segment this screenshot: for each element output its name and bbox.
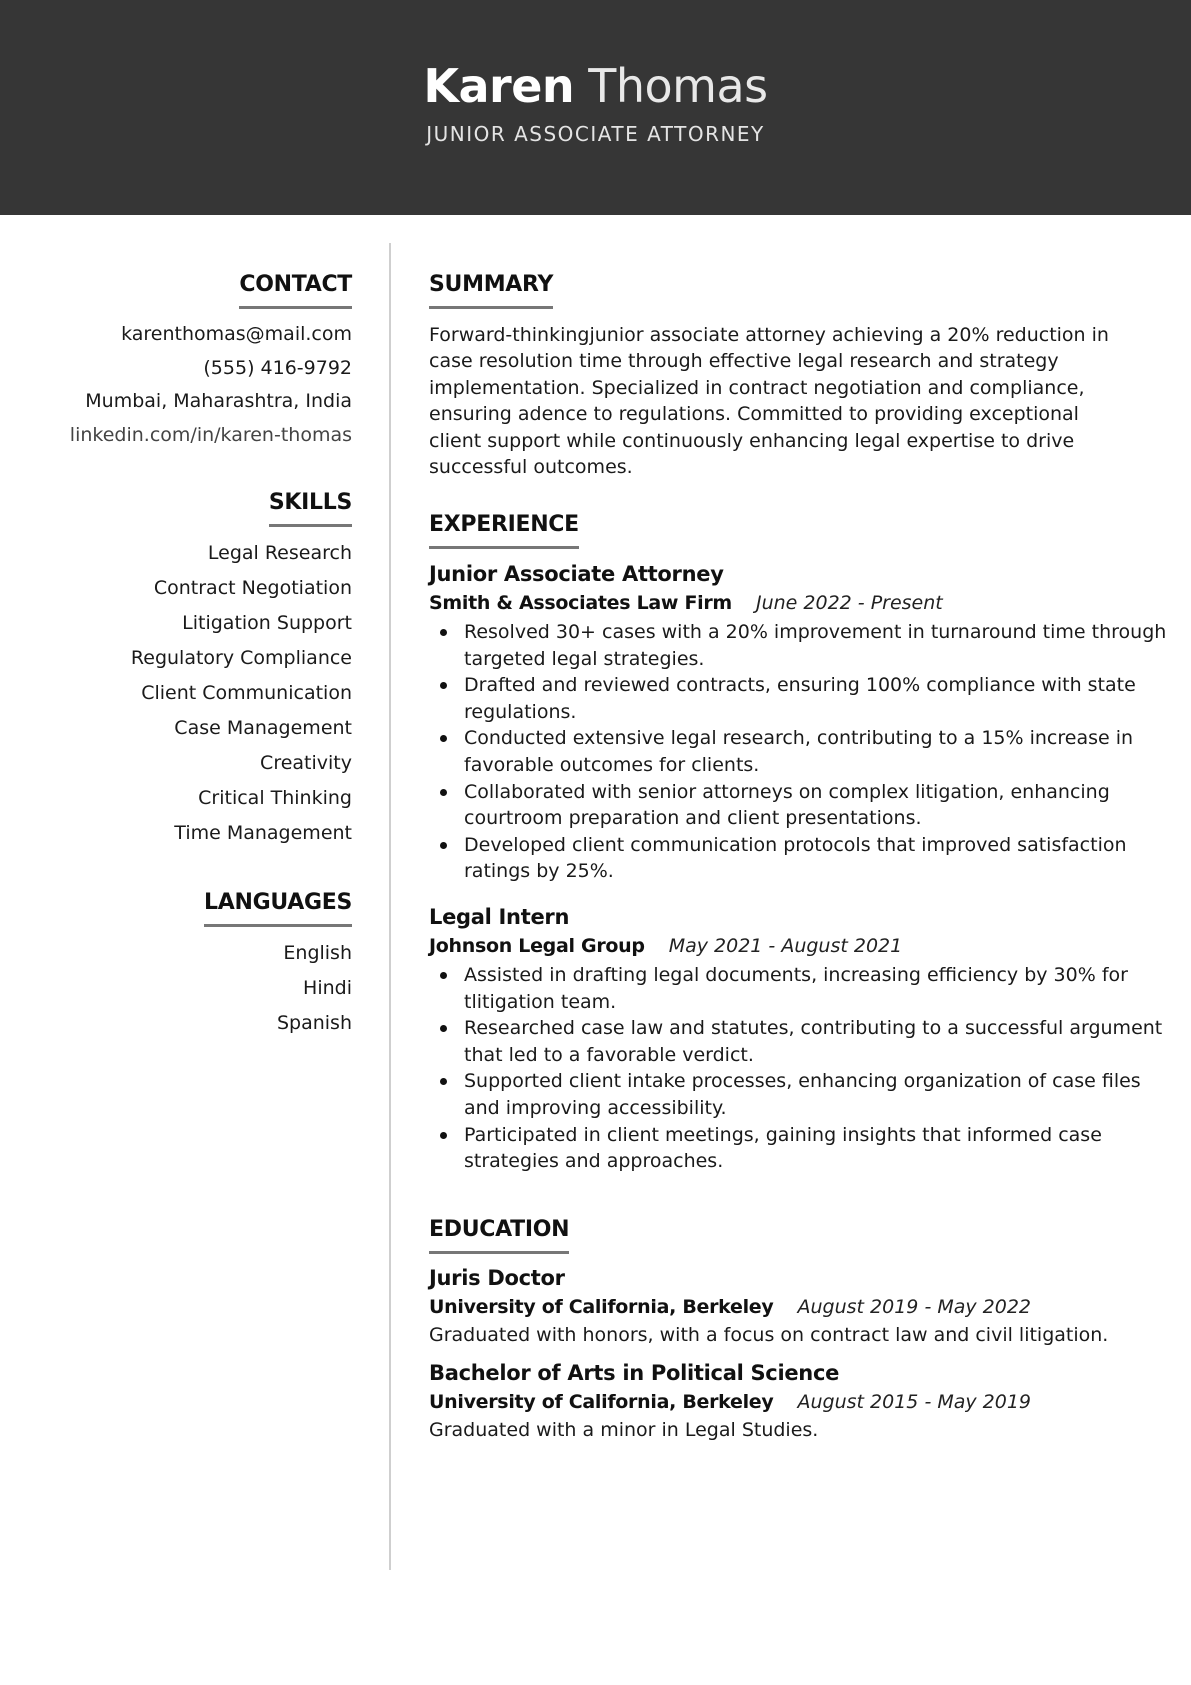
job-company-line (429, 935, 902, 957)
languages-heading: LANGUAGES (204, 888, 352, 927)
language-item: Spanish (276, 1012, 352, 1034)
bullet-item: Drafted and reviewed contracts, ensuring 100% compliance with state regulations. (464, 672, 1174, 725)
job-position: Junior Associate Attorney (429, 562, 724, 586)
bullet-item: Assisted in drafting legal documents, increasing efficiency by 30% for tlitigation team. (464, 962, 1174, 1015)
edu-description: Graduated with a minor in Legal Studies. (429, 1419, 819, 1441)
education-heading: EDUCATION (429, 1215, 569, 1254)
job-position: Legal Intern (429, 905, 570, 929)
contact-phone[interactable]: (555) 416-9792 (203, 356, 352, 379)
edu-school: University of California, Berkeley (429, 1296, 774, 1318)
edu-degree: Juris Doctor (429, 1266, 565, 1290)
skill-item: Time Management (174, 822, 352, 844)
skills-heading: SKILLS (269, 488, 352, 527)
bullet-item: Participated in client meetings, gaining insights that informed case strategies and approaches. (464, 1122, 1174, 1175)
edu-school-line (429, 1391, 1031, 1413)
bullet-item: Resolved 30+ cases with a 20% improvement in turnaround time through targeted legal strategies. (464, 619, 1174, 672)
bullet-item: Conducted extensive legal research, contributing to a 15% increase in favorable outcomes for clients. (464, 725, 1174, 778)
last-name: Thomas (588, 59, 768, 113)
candidate-name (0, 56, 1191, 116)
job-bullets (429, 619, 1174, 885)
job-dates: May 2021 - August 2021 (668, 935, 903, 957)
edu-school: University of California, Berkeley (429, 1391, 774, 1413)
skill-item: Contract Negotiation (153, 577, 352, 599)
job-bullets (429, 962, 1174, 1175)
contact-linkedin[interactable]: linkedin.com/in/karen-thomas (69, 423, 352, 446)
job-title-headline: JUNIOR ASSOCIATE ATTORNEY (426, 122, 765, 146)
edu-school-line (429, 1296, 1031, 1318)
bullet-item: Researched case law and statutes, contributing to a successful argument that led to a favorable verdict. (464, 1015, 1174, 1068)
languages-list (40, 936, 352, 1041)
skills-list (40, 536, 352, 851)
skill-item: Case Management (174, 717, 352, 739)
language-item: English (283, 942, 352, 964)
summary-text: Forward-thinkingjunior associate attorney achieving a 20% reduction in case resolution time through effective legal research and strategy implementation. Specialized in contract negotiation and compliance, ensuring adence to regulations. Committed to providing exceptional client support while continuously enhancing legal expertise to drive successful outcomes. (429, 324, 1109, 479)
contact-heading: CONTACT (239, 270, 352, 309)
edu-degree: Bachelor of Arts in Political Science (429, 1361, 840, 1385)
summary-heading: SUMMARY (429, 270, 553, 309)
edu-dates: August 2015 - May 2019 (797, 1391, 1032, 1413)
bullet-item: Supported client intake processes, enhancing organization of case files and improving accessibility. (464, 1068, 1174, 1121)
skill-item: Legal Research (207, 542, 352, 564)
experience-heading: EXPERIENCE (429, 510, 579, 549)
edu-description: Graduated with honors, with a focus on contract law and civil litigation. (429, 1324, 1109, 1346)
skill-item: Client Communication (141, 682, 352, 704)
job-company: Johnson Legal Group (429, 935, 645, 957)
bullet-item: Collaborated with senior attorneys on complex litigation, enhancing courtroom preparation and client presentations. (464, 779, 1174, 832)
edu-dates: August 2019 - May 2022 (797, 1296, 1032, 1318)
bullet-item: Developed client communication protocols that improved satisfaction ratings by 25%. (464, 832, 1174, 885)
contact-location: Mumbai, Maharashtra, India (85, 390, 352, 412)
skill-item: Critical Thinking (198, 787, 352, 809)
contact-list (40, 318, 352, 452)
skill-item: Litigation Support (182, 612, 352, 634)
skill-item: Regulatory Compliance (130, 647, 352, 669)
resume-header (0, 0, 1191, 215)
contact-email[interactable]: karenthomas@mail.com (121, 323, 352, 345)
job-company: Smith & Associates Law Firm (429, 592, 732, 614)
column-divider (389, 243, 391, 1570)
job-company-line (429, 592, 943, 614)
first-name: Karen (423, 59, 575, 113)
skill-item: Creativity (260, 752, 352, 774)
job-dates: June 2022 - Present (755, 592, 943, 614)
language-item: Hindi (303, 977, 352, 999)
